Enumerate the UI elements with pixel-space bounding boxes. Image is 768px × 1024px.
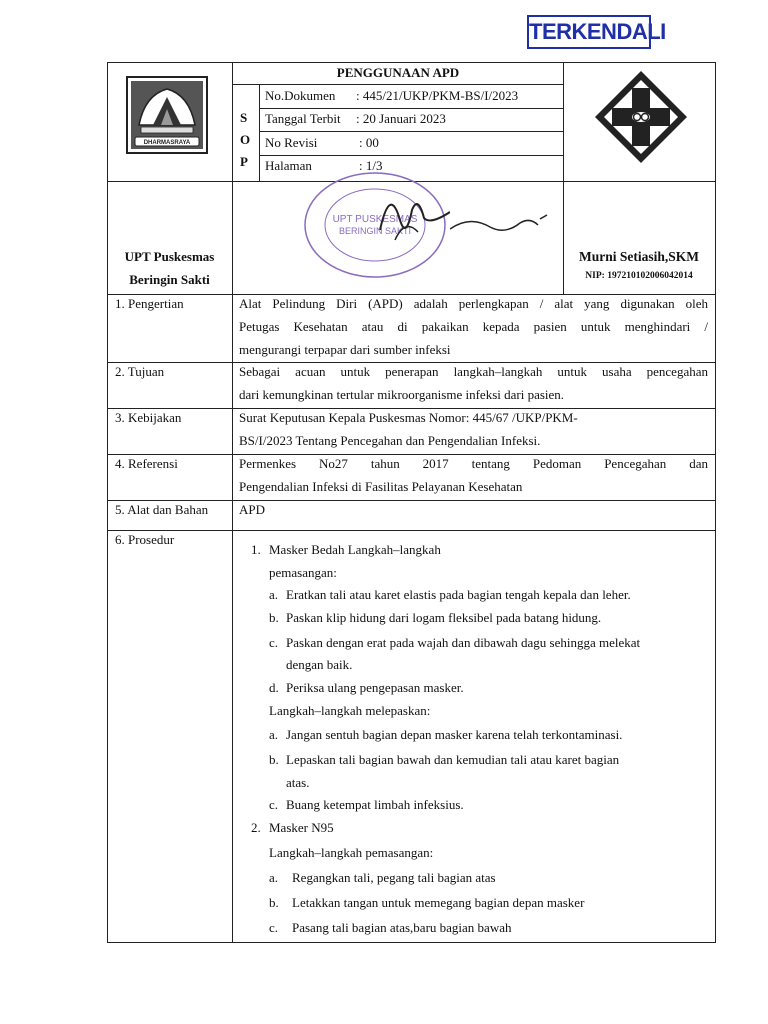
signature-mark — [450, 205, 550, 245]
section-label-referensi: 4. Referensi — [115, 456, 178, 471]
pengertian-line-3: mengurangi terpapar dari sumber infeksi — [239, 342, 451, 357]
tujuan-line-1: Sebagai acuan untuk penerapan langkah–langkah untuk usaha pencegahan — [239, 364, 708, 379]
no-dokumen-label: No.Dokumen — [265, 88, 336, 103]
list-item-number: d. — [269, 680, 279, 695]
section-label-tujuan: 2. Tujuan — [115, 364, 165, 379]
halaman-value: : 1/3 — [359, 158, 383, 173]
puskesmas-logo — [592, 68, 690, 166]
pengertian-line-2: Petugas Kesehatan atau di pakaikan kepada pasien untuk menghindari / — [239, 319, 708, 334]
alat-value: APD — [239, 502, 266, 517]
list-item-number: a. — [269, 587, 279, 602]
list-item: pemasangan: — [269, 565, 337, 580]
official-seal-stamp — [300, 170, 450, 280]
list-item: Paskan dengan erat pada wajah dan dibawah dagu sehingga melekat — [286, 635, 641, 650]
list-item-number: a. — [269, 870, 279, 885]
sop-letter-p: P — [240, 154, 248, 169]
list-item-number: b. — [269, 895, 279, 910]
list-item: atas. — [286, 775, 310, 790]
dharmasraya-logo — [125, 75, 209, 155]
list-item: Regangkan tali, pegang tali bagian atas — [292, 870, 496, 885]
doc-title: PENGGUNAAN APD — [336, 65, 460, 80]
kebijakan-line-1: Surat Keputusan Kepala Puskesmas Nomor: 445/67 /UKP/PKM- — [239, 410, 578, 425]
list-item: Jangan sentuh bagian depan masker karena telah terkontaminasi. — [286, 727, 623, 742]
seal-text: UPT PUSKESMAS — [332, 214, 418, 225]
no-revisi-label: No Revisi — [265, 135, 318, 150]
no-dokumen-value: : 445/21/UKP/PKM-BS/I/2023 — [356, 88, 519, 103]
terkendali-stamp: TERKENDALI — [527, 15, 651, 49]
halaman-label: Halaman — [265, 158, 312, 173]
signer-nip: NIP: 197210102006042014 — [585, 271, 693, 281]
signer-name: Murni Setiasih,SKM — [578, 249, 699, 264]
left-logo-text: DHARMASRAYA — [143, 140, 191, 146]
referensi-line-2: Pengendalian Infeksi di Fasilitas Pelayanan Kesehatan — [239, 479, 523, 494]
list-item: Periksa ulang pengepasan masker. — [286, 680, 464, 695]
list-item: Buang ketempat limbah infeksius. — [286, 797, 464, 812]
no-revisi-value: : 00 — [359, 135, 379, 150]
list-item-number: c. — [269, 920, 279, 935]
org-name-line2: Beringin Sakti — [129, 272, 210, 287]
list-item: Masker N95 — [269, 820, 334, 835]
list-item-number: b. — [269, 610, 279, 625]
section-label-kebijakan: 3. Kebijakan — [115, 410, 182, 425]
list-item: Paskan klip hidung dari logam fleksibel pada batang hidung. — [286, 610, 602, 625]
tanggal-terbit-value: : 20 Januari 2023 — [356, 111, 446, 126]
list-item-number: a. — [269, 727, 279, 742]
referensi-line-1: Permenkes No27 tahun 2017 tentang Pedoman Pencegahan dan — [239, 456, 708, 471]
list-item: Eratkan tali atau karet elastis pada bagian tengah kepala dan leher. — [286, 587, 631, 602]
section-label-alat: 5. Alat dan Bahan — [115, 502, 209, 517]
sop-letter-s: S — [240, 110, 248, 125]
list-item-number: c. — [269, 635, 279, 650]
list-item: Masker Bedah Langkah–langkah — [269, 542, 441, 557]
section-label-pengertian: 1. Pengertian — [115, 296, 184, 311]
list-item-number: 2. — [251, 820, 261, 835]
kebijakan-line-2: BS/I/2023 Tentang Pencegahan dan Pengendalian Infeksi. — [239, 433, 541, 448]
list-item: Langkah–langkah pemasangan: — [269, 845, 434, 860]
list-item: Letakkan tangan untuk memegang bagian depan masker — [292, 895, 585, 910]
list-item: Pasang tali bagian atas,baru bagian bawah — [292, 920, 512, 935]
sop-letter-o: O — [240, 132, 251, 147]
svg-text:BERINGIN SAKTI: BERINGIN SAKTI — [338, 226, 412, 236]
tanggal-terbit-label: Tanggal Terbit — [265, 111, 341, 126]
list-item-number: b. — [269, 752, 279, 767]
tujuan-line-2: dari kemungkinan tertular mikroorganisme infeksi dari pasien. — [239, 387, 565, 402]
list-item: Lepaskan tali bagian bawah dan kemudian tali atau karet bagian — [286, 752, 620, 767]
list-item: dengan baik. — [286, 657, 353, 672]
list-item-number: c. — [269, 797, 279, 812]
list-item-number: 1. — [251, 542, 261, 557]
org-name-line1: UPT Puskesmas — [124, 249, 215, 264]
section-label-prosedur: 6. Prosedur — [115, 532, 175, 547]
pengertian-line-1: Alat Pelindung Diri (APD) adalah perlengkapan / alat yang digunakan oleh — [239, 296, 708, 311]
list-item: Langkah–langkah melepaskan: — [269, 703, 431, 718]
